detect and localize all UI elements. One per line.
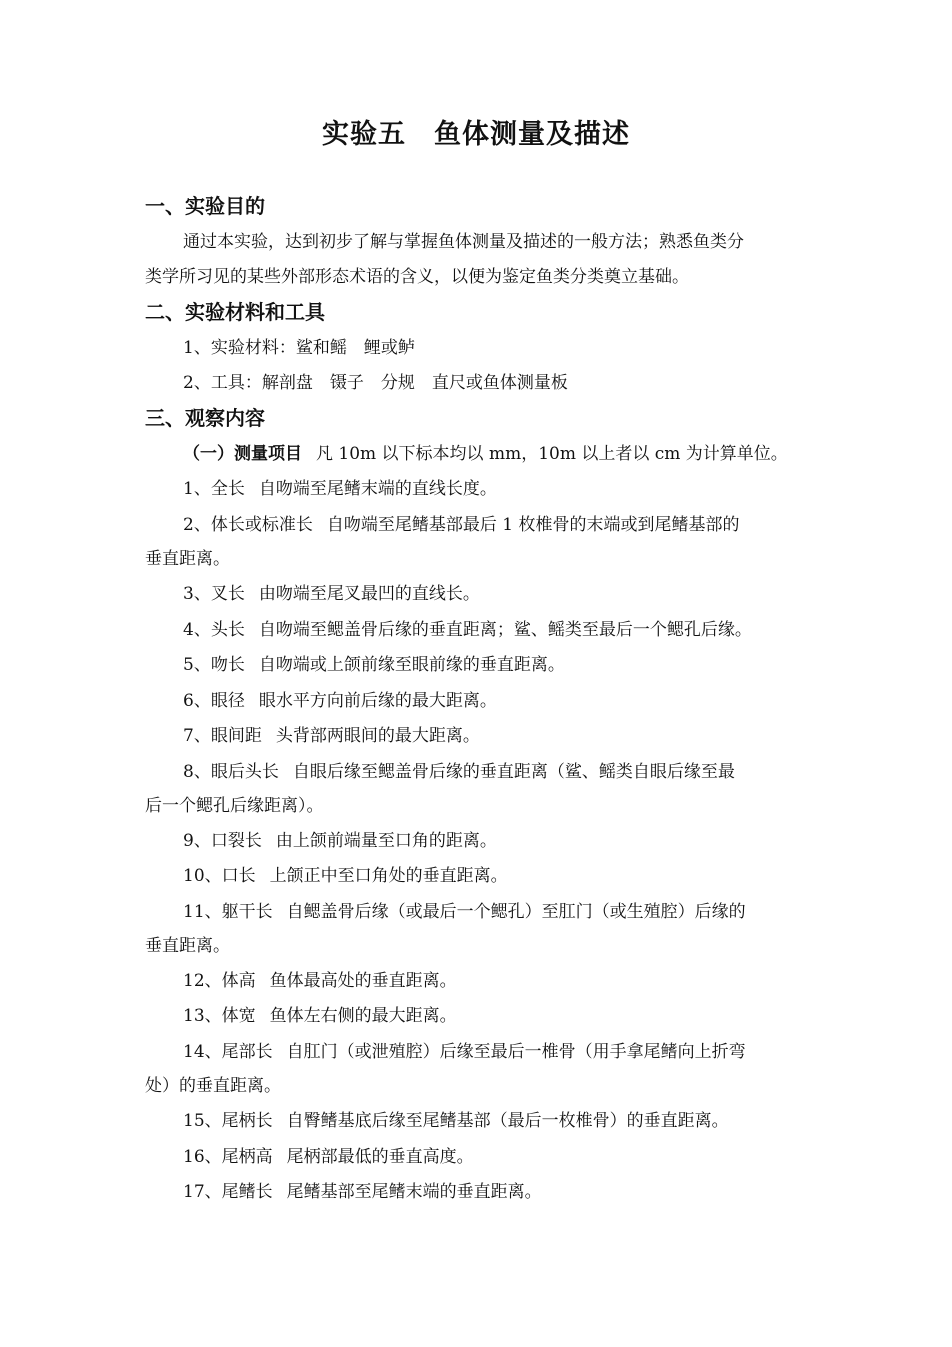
list-item — [183, 760, 863, 784]
item-term: 17、尾鳍长 — [183, 1182, 273, 1202]
item-term: 7、眼间距 — [183, 726, 262, 746]
list-item — [183, 864, 863, 888]
item-desc: 自吻端至尾鳍末端的直线长度。 — [258, 479, 497, 499]
item-desc: 眼水平方向前后缘的最大距离。 — [258, 691, 497, 711]
list-item — [183, 969, 863, 993]
list-item — [183, 1004, 863, 1028]
section-heading-materials: 二、实验材料和工具 — [145, 300, 325, 324]
list-item — [183, 1145, 863, 1169]
item-term: 13、体宽 — [183, 1006, 256, 1026]
item-term: 10、口长 — [183, 866, 256, 886]
list-item — [183, 829, 863, 853]
list-item — [183, 1180, 863, 1204]
item-term: 6、眼径 — [183, 691, 245, 711]
list-item — [183, 900, 863, 924]
subsection-text: 凡 10m 以下标本均以 mm，10m 以上者以 cm 为计算单位。 — [316, 444, 788, 464]
list-item — [183, 653, 863, 677]
item-term: 4、头长 — [183, 620, 245, 640]
list-item — [183, 1109, 863, 1133]
item-term: 1、全长 — [183, 479, 245, 499]
item-term: 3、叉长 — [183, 584, 245, 604]
section-heading-purpose: 一、实验目的 — [145, 194, 265, 218]
item-desc: 自臀鳍基底后缘至尾鳍基部（最后一枚椎骨）的垂直距离。 — [286, 1111, 729, 1131]
list-item — [183, 689, 863, 713]
item-desc-continuation: 后一个鳃孔后缘距离）。 — [145, 796, 324, 816]
item-desc: 自吻端或上颌前缘至眼前缘的垂直距离。 — [258, 655, 565, 675]
materials-item-1: 1、实验材料：鲨和鳐 鲤或鲈 — [183, 338, 415, 358]
item-term: 2、体长或标准长 — [183, 515, 313, 535]
item-desc: 尾柄部最低的垂直高度。 — [286, 1147, 474, 1167]
subsection-label: （一）测量项目 — [183, 444, 302, 464]
list-item — [183, 582, 863, 606]
item-desc: 自吻端至尾鳍基部最后 1 枚椎骨的末端或到尾鳍基部的 — [326, 515, 740, 535]
item-desc: 鱼体左右侧的最大距离。 — [269, 1006, 457, 1026]
item-term: 15、尾柄长 — [183, 1111, 273, 1131]
subsection-measurement — [183, 442, 863, 466]
list-item — [183, 477, 863, 501]
item-term: 16、尾柄高 — [183, 1147, 273, 1167]
list-item — [183, 1040, 863, 1064]
item-term: 8、眼后头长 — [183, 762, 279, 782]
item-desc: 自肛门（或泄殖腔）后缘至最后一椎骨（用手拿尾鳍向上折弯 — [286, 1042, 746, 1062]
section-heading-observation: 三、观察内容 — [145, 406, 265, 430]
item-desc: 由吻端至尾叉最凹的直线长。 — [258, 584, 480, 604]
item-desc: 尾鳍基部至尾鳍末端的垂直距离。 — [286, 1182, 542, 1202]
item-term: 14、尾部长 — [183, 1042, 273, 1062]
item-desc-continuation: 垂直距离。 — [145, 936, 230, 956]
purpose-paragraph-line-1: 通过本实验，达到初步了解与掌握鱼体测量及描述的一般方法；熟悉鱼类分 — [183, 232, 744, 252]
item-term: 9、口裂长 — [183, 831, 262, 851]
item-desc: 自眼后缘至鳃盖骨后缘的垂直距离（鲨、鳐类自眼后缘至最 — [292, 762, 735, 782]
materials-item-2: 2、工具：解剖盘 镊子 分规 直尺或鱼体测量板 — [183, 373, 568, 393]
list-item — [183, 513, 863, 537]
item-desc: 由上颌前端量至口角的距离。 — [275, 831, 497, 851]
item-desc-continuation: 垂直距离。 — [145, 549, 230, 569]
item-desc: 自鳃盖骨后缘（或最后一个鳃孔）至肛门（或生殖腔）后缘的 — [286, 902, 746, 922]
item-desc: 头背部两眼间的最大距离。 — [275, 726, 480, 746]
item-term: 11、躯干长 — [183, 902, 273, 922]
item-desc-continuation: 处）的垂直距离。 — [145, 1076, 281, 1096]
purpose-paragraph-line-2: 类学所习见的某些外部形态术语的含义，以便为鉴定鱼类分类奠立基础。 — [145, 267, 689, 287]
item-desc: 鱼体最高处的垂直距离。 — [269, 971, 457, 991]
item-term: 12、体高 — [183, 971, 256, 991]
list-item — [183, 724, 863, 748]
list-item — [183, 618, 863, 642]
item-term: 5、吻长 — [183, 655, 245, 675]
item-desc: 自吻端至鳃盖骨后缘的垂直距离；鲨、鳐类至最后一个鳃孔后缘。 — [258, 620, 752, 640]
page-title: 实验五 鱼体测量及描述 — [322, 119, 630, 150]
item-desc: 上颌正中至口角处的垂直距离。 — [269, 866, 508, 886]
